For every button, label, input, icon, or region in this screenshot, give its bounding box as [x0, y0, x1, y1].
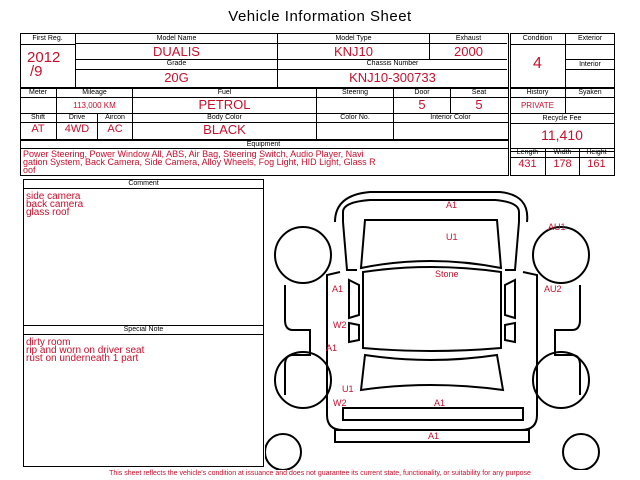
equipment-line-2: gation System, Back Camera, Side Camera, Alloy Wheels, Fog Light, HID Light, Glass R [23, 157, 376, 167]
equipment-line-1: Power Steering, Power Window All, ABS, Air Bag, Steering Switch, Audio Player, Navi [23, 149, 364, 159]
aircon: AC [107, 123, 123, 135]
mark-rear-bumper: A1 [428, 431, 440, 441]
shift: AT [31, 123, 45, 135]
fuel: PETROL [198, 97, 251, 112]
model-name-label: Model Name [156, 35, 197, 42]
mark-left-front-door: A1 [332, 284, 344, 294]
special-note-line: dirty room [26, 337, 71, 348]
height: 161 [587, 158, 606, 170]
length-label: Length [516, 149, 539, 156]
first-reg-year: 2012 [27, 49, 61, 66]
history-label: History [526, 89, 549, 96]
recycle-fee: 11,410 [541, 127, 583, 143]
mark-left-rear-panel: A1 [326, 343, 338, 353]
disclaimer: This sheet reflects the vehicle's condition at issuance and does not guarantee its current state, functionality, or suitability for any purpose [109, 470, 531, 477]
exterior-label: Exterior [577, 35, 603, 42]
length: 431 [518, 158, 537, 170]
mark-roof: Stone [435, 269, 459, 279]
body-color-label: Body Color [207, 114, 242, 121]
comment-line: back camera [26, 199, 84, 210]
special-note-line: rust on underneath 1 part [26, 353, 139, 364]
syaken-label: Syaken [578, 89, 602, 96]
steering-label: Steering [341, 89, 369, 96]
equipment-line-3: oof [23, 165, 36, 175]
mark-rear-center: A1 [434, 398, 446, 408]
mark-left-rear-door: W2 [333, 320, 347, 330]
fuel-label: Fuel [217, 89, 232, 96]
mileage-label: Mileage [82, 89, 107, 96]
mileage: 113,000 KM [73, 101, 116, 110]
interior-color-label: Interior Color [430, 114, 471, 121]
drive: 4WD [64, 123, 90, 135]
first-reg-label: First Reg. [32, 35, 63, 42]
special-note-line: rip and worn on driver seat [26, 345, 145, 356]
exhaust-label: Exhaust [455, 35, 482, 42]
grade: 20G [164, 70, 189, 85]
width-label: Width [553, 149, 572, 156]
door: 5 [418, 97, 426, 112]
chassis-label: Chassis Number [366, 60, 419, 67]
body-color: BLACK [203, 122, 246, 137]
page-title: Vehicle Information Sheet [228, 8, 412, 25]
door-label: Door [414, 89, 430, 96]
mark-left-rear-low: U1 [342, 384, 354, 394]
first-reg-month: /9 [30, 63, 43, 80]
width: 178 [553, 158, 572, 170]
recycle-fee-label: Recycle Fee [542, 115, 582, 122]
mark-front: A1 [446, 200, 458, 210]
chassis-number: KNJ10-300733 [349, 70, 436, 85]
meter-label: Meter [29, 89, 47, 96]
color-no-label: Color No. [340, 114, 370, 121]
history: PRIVATE [520, 101, 555, 110]
mark-left-bottom: W2 [333, 398, 347, 408]
condition-label: Condition [522, 35, 553, 42]
seat: 5 [475, 97, 483, 112]
condition-grade: 4 [533, 55, 542, 72]
model-type-label: Model Type [335, 35, 372, 42]
model-name: DUALIS [153, 44, 200, 59]
equipment-label: Equipment [246, 141, 281, 148]
height-label: Height [586, 149, 607, 156]
shift-label: Shift [30, 114, 45, 121]
drive-label: Drive [68, 114, 86, 121]
mark-right-front-fender: AU1 [548, 222, 566, 232]
mark-windshield: U1 [446, 232, 458, 242]
comment-line: side camera [26, 191, 81, 202]
exhaust: 2000 [454, 44, 483, 59]
special-note-label: Special Note [123, 326, 164, 333]
aircon-label: Aircon [105, 114, 125, 121]
mark-right-doors: AU2 [544, 284, 562, 294]
model-type: KNJ10 [333, 44, 374, 59]
comment-label: Comment [128, 180, 159, 187]
comment-line: glass roof [26, 207, 70, 218]
seat-label: Seat [471, 89, 487, 96]
interior-label: Interior [579, 61, 601, 68]
grade-label: Grade [166, 60, 187, 67]
